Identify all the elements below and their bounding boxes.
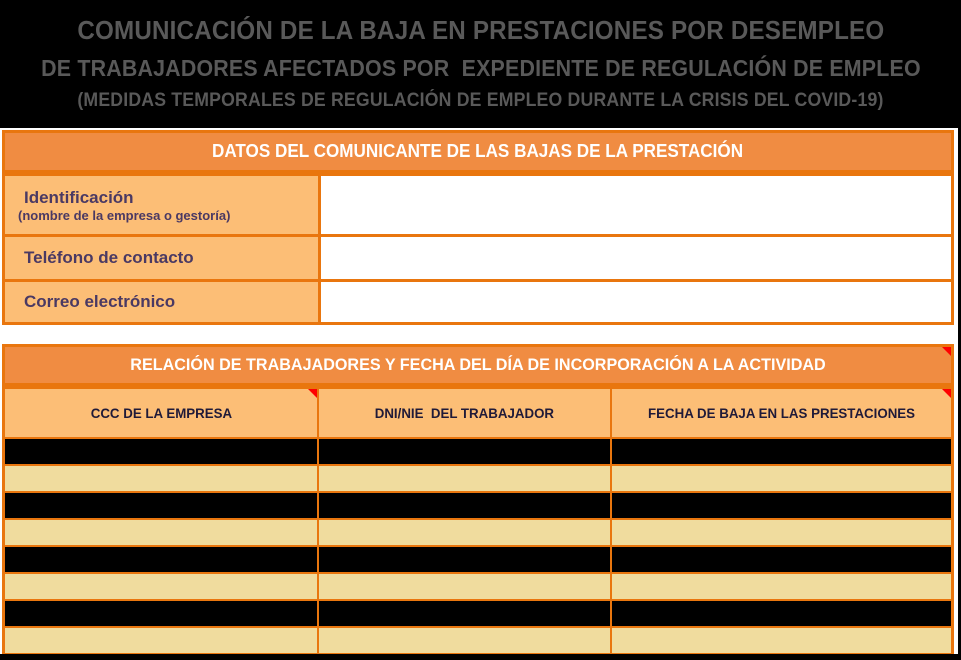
table-row xyxy=(5,572,951,599)
title-line-2: DE TRABAJADORES AFECTADOS POR EXPEDIENTE DE REGULACIÓN DE EMPLEO xyxy=(40,55,921,82)
dni-cell[interactable] xyxy=(319,520,612,545)
fecha-cell[interactable] xyxy=(612,520,951,545)
table-header-row xyxy=(5,389,951,437)
comunicante-form xyxy=(2,173,954,325)
comment-marker-icon xyxy=(942,347,951,356)
identificacion-input[interactable] xyxy=(321,176,951,234)
fecha-cell[interactable] xyxy=(612,466,951,491)
correo-label-text: Correo electrónico xyxy=(24,292,176,311)
header-cell-dni-label: DNI/NIE DEL TRABAJADOR xyxy=(374,405,555,421)
header-cell-ccc-label: CCC DE LA EMPRESA xyxy=(90,405,232,421)
form-row-identificacion xyxy=(5,176,951,234)
fecha-cell[interactable] xyxy=(612,628,951,653)
identificacion-label xyxy=(5,176,321,234)
ccc-cell[interactable] xyxy=(5,628,319,653)
fecha-cell[interactable] xyxy=(612,439,951,464)
identificacion-label-text: Identificación xyxy=(24,187,134,207)
header-cell-fecha-label: FECHA DE BAJA EN LAS PRESTACIONES xyxy=(647,405,916,421)
section-header-comunicante-label: DATOS DEL COMUNICANTE DE LAS BAJAS DE LA PRESTACIÓN xyxy=(212,141,744,161)
correo-label xyxy=(5,282,321,322)
dni-cell[interactable] xyxy=(319,574,612,599)
dni-cell[interactable] xyxy=(319,547,612,572)
dni-cell[interactable] xyxy=(319,601,612,626)
form-row-telefono xyxy=(5,234,951,279)
section-header-trabajadores-label: RELACIÓN DE TRABAJADORES Y FECHA DEL DÍA DE INCORPORACIÓN A LA ACTIVIDAD xyxy=(130,355,826,374)
table-row xyxy=(5,491,951,518)
fecha-cell[interactable] xyxy=(612,493,951,518)
identificacion-sublabel-text: (nombre de la empresa o gestoría) xyxy=(18,207,231,223)
dni-cell[interactable] xyxy=(319,439,612,464)
ccc-cell[interactable] xyxy=(5,466,319,491)
table-row xyxy=(5,518,951,545)
dni-cell[interactable] xyxy=(319,466,612,491)
telefono-label-text: Teléfono de contacto xyxy=(24,248,194,267)
telefono-input[interactable] xyxy=(321,237,951,279)
title-header xyxy=(0,0,961,128)
telefono-label xyxy=(5,237,321,279)
dni-cell[interactable] xyxy=(319,493,612,518)
ccc-cell[interactable] xyxy=(5,520,319,545)
fecha-cell[interactable] xyxy=(612,547,951,572)
dni-cell[interactable] xyxy=(319,628,612,653)
comment-marker-icon xyxy=(942,389,951,398)
section-header-comunicante xyxy=(2,130,954,173)
form-row-correo xyxy=(5,279,951,322)
ccc-cell[interactable] xyxy=(5,601,319,626)
ccc-cell[interactable] xyxy=(5,439,319,464)
header-cell-fecha xyxy=(612,389,951,437)
header-cell-dni xyxy=(319,389,612,437)
ccc-cell[interactable] xyxy=(5,574,319,599)
correo-input[interactable] xyxy=(321,282,951,322)
header-cell-ccc xyxy=(5,389,319,437)
table-row xyxy=(5,599,951,626)
table-row xyxy=(5,626,951,653)
table-row xyxy=(5,464,951,491)
comment-marker-icon xyxy=(308,389,317,398)
fecha-cell[interactable] xyxy=(612,601,951,626)
screenshot-bottom-edge xyxy=(0,654,961,660)
title-line-1: COMUNICACIÓN DE LA BAJA EN PRESTACIONES POR DESEMPLEO xyxy=(77,14,884,45)
section-header-trabajadores xyxy=(2,344,954,386)
table-row xyxy=(5,437,951,464)
ccc-cell[interactable] xyxy=(5,547,319,572)
fecha-cell[interactable] xyxy=(612,574,951,599)
ccc-cell[interactable] xyxy=(5,493,319,518)
table-row xyxy=(5,545,951,572)
title-line-3: (MEDIDAS TEMPORALES DE REGULACIÓN DE EMPLEO DURANTE LA CRISIS DEL COVID-19) xyxy=(77,90,884,112)
trabajadores-table xyxy=(2,386,954,654)
